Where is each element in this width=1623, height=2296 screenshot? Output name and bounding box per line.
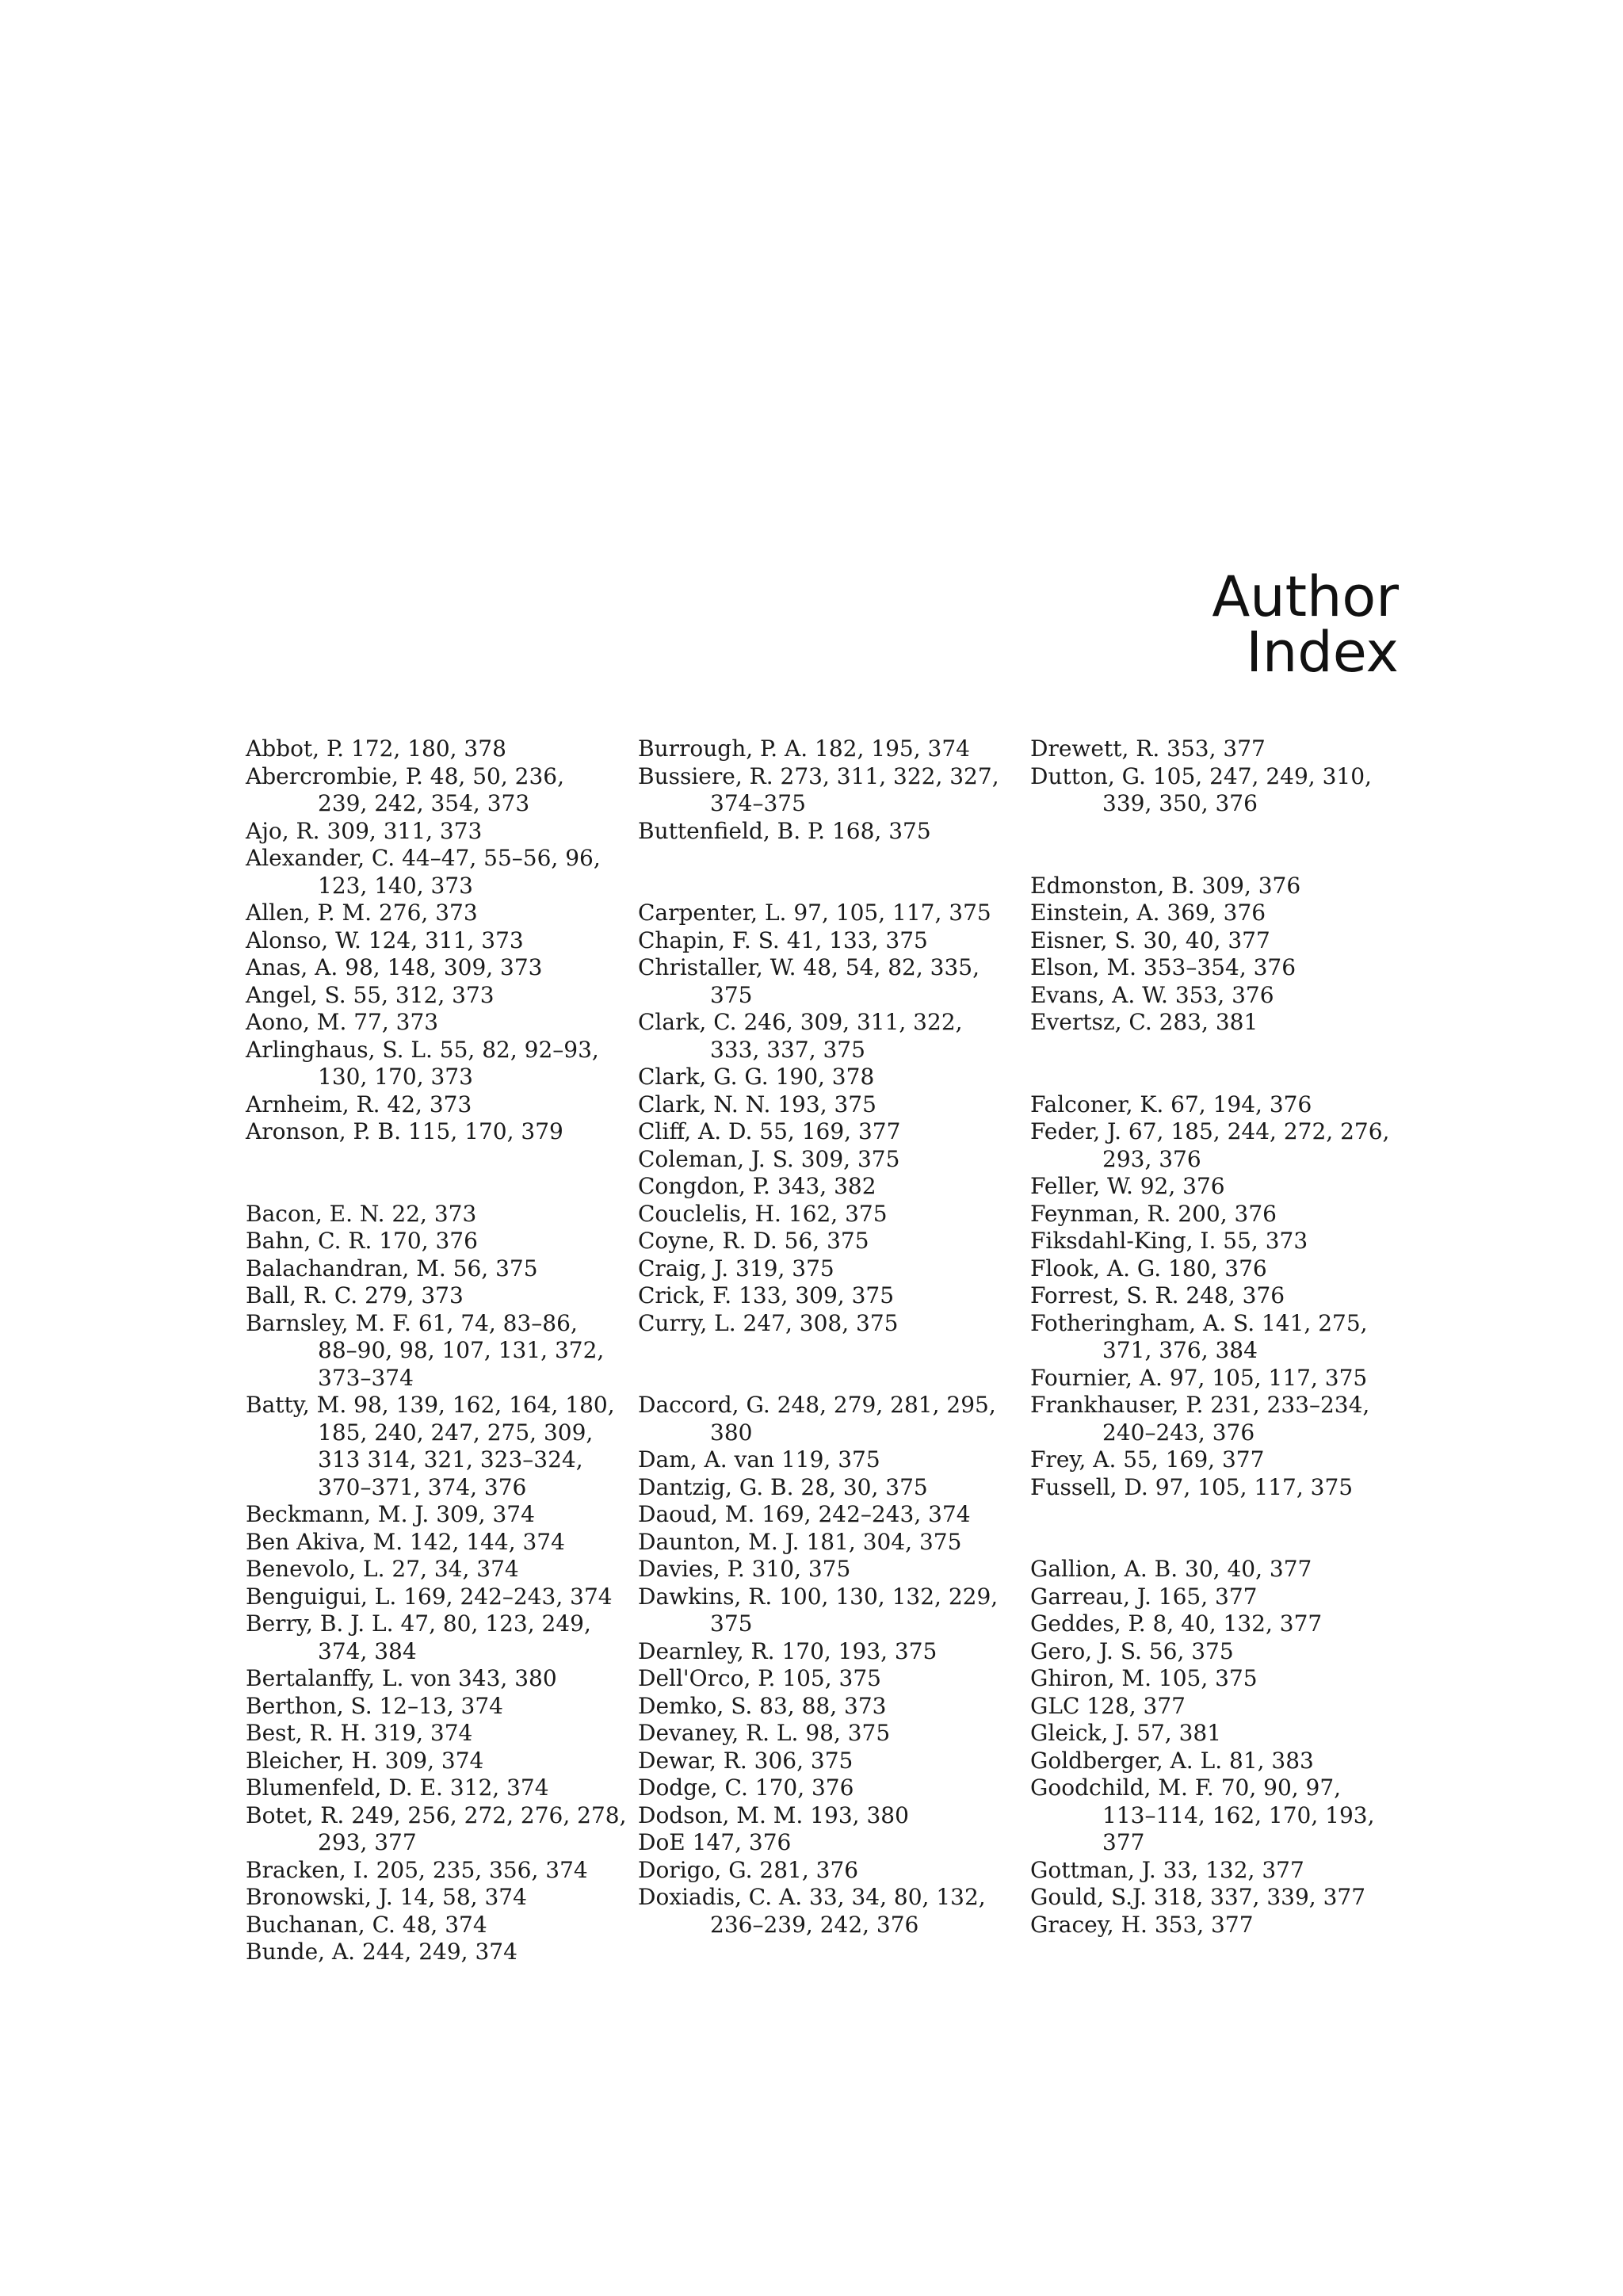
index-entry xyxy=(246,1091,618,1119)
index-entry-text: Demko, S. 83, 88, 373 xyxy=(638,1692,887,1719)
index-entry-text: Bronowski, J. 14, 58, 374 xyxy=(246,1884,527,1910)
index-entry xyxy=(246,1310,618,1392)
index-entry xyxy=(1030,1009,1403,1037)
index-entry-text: Geddes, P. 8, 40, 132, 377 xyxy=(1030,1610,1323,1637)
index-entry-continuation: 374–375 xyxy=(710,790,806,816)
index-entry-text: Bunde, A. 244, 249, 374 xyxy=(246,1939,517,1965)
index-entry-text: Gallion, A. B. 30, 40, 377 xyxy=(1030,1556,1312,1582)
index-entry-text: Gero, J. S. 56, 375 xyxy=(1030,1637,1234,1664)
index-entry-text: Evans, A. W. 353, 376 xyxy=(1030,981,1274,1008)
index-entry xyxy=(1030,1446,1403,1474)
index-entry-continuation: 373–374 xyxy=(318,1364,414,1391)
index-entry-text: Cliff, A. D. 55, 169, 377 xyxy=(638,1118,901,1144)
index-entry-text: Goodchild, M. F. 70, 90, 97, xyxy=(1030,1775,1342,1801)
index-entry-continuation: 240–243, 376 xyxy=(1102,1419,1255,1446)
index-entry xyxy=(246,1801,627,1857)
index-entry xyxy=(638,1501,1010,1529)
index-entry xyxy=(638,1091,1010,1119)
index-entry-text: Balachandran, M. 56, 375 xyxy=(246,1255,538,1282)
page-title: Author Index xyxy=(1212,564,1399,685)
index-entry xyxy=(246,1610,618,1665)
index-entry xyxy=(246,845,618,900)
index-entry xyxy=(1030,735,1403,763)
index-entry-text: Bertalanffy, L. von 343, 380 xyxy=(246,1665,557,1691)
index-entry-text: Aronson, P. B. 115, 170, 379 xyxy=(246,1118,563,1144)
index-entry-text: Fournier, A. 97, 105, 117, 375 xyxy=(1030,1364,1368,1391)
index-entry xyxy=(246,1118,618,1146)
index-entry xyxy=(246,1392,618,1501)
index-entry xyxy=(246,1584,618,1611)
index-entry xyxy=(246,1556,618,1584)
index-entry xyxy=(638,1720,1010,1748)
index-entry-text: Crick, F. 133, 309, 375 xyxy=(638,1282,895,1308)
index-entry-text: Dorigo, G. 281, 376 xyxy=(638,1856,859,1883)
index-entry-text: Beckmann, M. J. 309, 374 xyxy=(246,1501,535,1527)
index-entry xyxy=(1030,1584,1403,1611)
index-entry-continuation: 371, 376, 384 xyxy=(1102,1337,1258,1363)
index-entry-text: Bacon, E. N. 22, 373 xyxy=(246,1200,477,1227)
index-entry-text: Edmonston, B. 309, 376 xyxy=(1030,872,1301,899)
index-entry-text: Aono, M. 77, 373 xyxy=(246,1009,439,1035)
index-entry-text: Chapin, F. S. 41, 133, 375 xyxy=(638,926,928,953)
index-entry-continuation: 339, 350, 376 xyxy=(1102,790,1258,816)
index-entry-text: Alonso, W. 124, 311, 373 xyxy=(246,926,524,953)
index-entry-text: Arlinghaus, S. L. 55, 82, 92–93, xyxy=(246,1036,599,1063)
index-entry xyxy=(1030,1638,1403,1666)
index-entry-text: Garreau, J. 165, 377 xyxy=(1030,1583,1258,1610)
index-entry-text: Eisner, S. 30, 40, 377 xyxy=(1030,926,1270,953)
index-entry-continuation: 130, 170, 373 xyxy=(318,1064,473,1090)
index-entry xyxy=(1030,1282,1403,1310)
index-entry-text: Ball, R. C. 279, 373 xyxy=(246,1282,464,1308)
index-entry-text: Dutton, G. 105, 247, 249, 310, xyxy=(1030,762,1372,789)
index-entry-text: Devaney, R. L. 98, 375 xyxy=(638,1720,891,1746)
index-entry xyxy=(1030,1365,1403,1392)
index-entry-text: Benguigui, L. 169, 242–243, 374 xyxy=(246,1583,613,1610)
index-entry-text: Elson, M. 353–354, 376 xyxy=(1030,954,1296,980)
index-entry-text: Dearnley, R. 170, 193, 375 xyxy=(638,1637,938,1664)
index-entry xyxy=(638,1009,1010,1064)
index-entry xyxy=(246,1884,618,1912)
index-entry-text: Christaller, W. 48, 54, 82, 335, xyxy=(638,954,980,980)
index-entry-text: Fussell, D. 97, 105, 117, 375 xyxy=(1030,1473,1354,1500)
index-entry xyxy=(1030,1392,1403,1446)
index-entry xyxy=(1030,1228,1403,1255)
index-entry-continuation: 293, 377 xyxy=(318,1829,417,1855)
index-column-3 xyxy=(1030,735,1403,1939)
index-entry xyxy=(638,1228,1010,1255)
index-entry xyxy=(246,1665,618,1693)
index-column-1 xyxy=(246,735,627,1966)
index-entry xyxy=(638,1857,1010,1885)
index-entry-text: Carpenter, L. 97, 105, 117, 375 xyxy=(638,900,991,926)
index-entry-text: Abercrombie, P. 48, 50, 236, xyxy=(246,762,564,789)
index-entry-text: Doxiadis, C. A. 33, 34, 80, 132, xyxy=(638,1884,986,1910)
index-entry-text: Bahn, C. R. 170, 376 xyxy=(246,1228,478,1254)
index-entry-text: Buchanan, C. 48, 374 xyxy=(246,1911,487,1938)
index-entry-text: Berthon, S. 12–13, 374 xyxy=(246,1692,503,1719)
index-entry xyxy=(1030,1201,1403,1228)
index-entry-text: Forrest, S. R. 248, 376 xyxy=(1030,1282,1285,1308)
index-entry-text: Dodson, M. M. 193, 380 xyxy=(638,1801,909,1828)
index-entry xyxy=(638,735,1010,763)
index-entry-continuation: 374, 384 xyxy=(318,1637,417,1664)
index-entry-text: Bracken, I. 205, 235, 356, 374 xyxy=(246,1856,588,1883)
index-entry-text: Bussiere, R. 273, 311, 322, 327, xyxy=(638,762,999,789)
index-entry-text: Angel, S. 55, 312, 373 xyxy=(246,981,495,1008)
index-entry-text: Anas, A. 98, 148, 309, 373 xyxy=(246,954,543,980)
index-entry xyxy=(638,1201,1010,1228)
index-entry-text: Dawkins, R. 100, 130, 132, 229, xyxy=(638,1583,999,1610)
index-entry-text: Abbot, P. 172, 180, 378 xyxy=(246,735,506,762)
index-entry xyxy=(246,1693,618,1721)
index-entry xyxy=(638,1584,1010,1638)
index-entry xyxy=(638,1775,1010,1802)
index-entry xyxy=(1030,1857,1403,1885)
index-entry xyxy=(1030,1665,1403,1693)
index-entry xyxy=(638,1829,1010,1857)
index-entry-text: Berry, B. J. L. 47, 80, 123, 249, xyxy=(246,1610,591,1637)
index-entry-text: Best, R. H. 319, 374 xyxy=(246,1720,473,1746)
index-entry-continuation: 313 314, 321, 323–324, xyxy=(318,1446,583,1473)
index-entry-text: Gottman, J. 33, 132, 377 xyxy=(1030,1856,1304,1883)
index-entry xyxy=(1030,1474,1403,1502)
index-entry-text: Bleicher, H. 309, 374 xyxy=(246,1747,484,1774)
index-entry xyxy=(1030,900,1403,927)
index-entry xyxy=(246,1009,618,1037)
index-entry xyxy=(246,1720,618,1748)
index-entry-text: Falconer, K. 67, 194, 376 xyxy=(1030,1091,1312,1117)
index-entry-text: Gracey, H. 353, 377 xyxy=(1030,1911,1254,1938)
index-entry-continuation: 380 xyxy=(710,1419,753,1446)
index-entry-text: Gleick, J. 57, 381 xyxy=(1030,1720,1222,1746)
index-entry xyxy=(638,1118,1010,1146)
index-entry-continuation: 375 xyxy=(710,1610,753,1637)
index-entry-text: Evertsz, C. 283, 381 xyxy=(1030,1009,1258,1035)
index-entry-text: Barnsley, M. F. 61, 74, 83–86, xyxy=(246,1309,578,1336)
index-entry xyxy=(246,1912,618,1939)
index-entry xyxy=(1030,1748,1403,1775)
index-entry-text: Botet, R. 249, 256, 272, 276, 278, xyxy=(246,1801,627,1828)
index-entry xyxy=(638,1474,1010,1502)
index-entry xyxy=(246,1857,618,1885)
index-entry-text: DoE 147, 376 xyxy=(638,1829,792,1855)
index-entry xyxy=(246,735,618,763)
index-entry-text: Alexander, C. 44–47, 55–56, 96, xyxy=(246,845,601,871)
index-entry xyxy=(1030,1118,1403,1173)
index-entry xyxy=(1030,1912,1403,1939)
index-entry xyxy=(1030,1775,1403,1857)
index-entry xyxy=(638,1638,1010,1666)
index-entry xyxy=(1030,1610,1403,1638)
index-entry xyxy=(1030,873,1403,900)
index-entry xyxy=(638,1282,1010,1310)
index-column-2 xyxy=(638,735,1010,1939)
index-entry-text: Frankhauser, P. 231, 233–234, xyxy=(1030,1392,1370,1418)
index-entry-continuation: 185, 240, 247, 275, 309, xyxy=(318,1419,594,1446)
index-entry xyxy=(1030,1310,1403,1365)
index-entry xyxy=(246,1255,618,1283)
index-entry-text: Dodge, C. 170, 376 xyxy=(638,1775,854,1801)
index-entry xyxy=(638,1802,1010,1830)
index-entry-text: Fiksdahl-King, I. 55, 373 xyxy=(1030,1228,1308,1254)
index-entry xyxy=(1030,1693,1403,1721)
index-entry xyxy=(1030,1091,1403,1119)
index-entry xyxy=(638,1064,1010,1091)
index-entry-text: Curry, L. 247, 308, 375 xyxy=(638,1309,899,1336)
index-entry-continuation: 293, 376 xyxy=(1102,1145,1201,1172)
index-entry-text: Goldberger, A. L. 81, 383 xyxy=(1030,1747,1314,1774)
index-entry xyxy=(638,763,1010,818)
index-entry-text: Arnheim, R. 42, 373 xyxy=(246,1091,472,1117)
index-entry-text: Coleman, J. S. 309, 375 xyxy=(638,1145,900,1172)
index-entry-text: Feder, J. 67, 185, 244, 272, 276, xyxy=(1030,1118,1390,1144)
index-entry-text: Gould, S.J. 318, 337, 339, 377 xyxy=(1030,1884,1366,1910)
index-entry xyxy=(1030,954,1403,982)
index-entry xyxy=(246,763,618,818)
index-entry xyxy=(1030,1173,1403,1201)
index-entry xyxy=(1030,1884,1403,1912)
index-entry xyxy=(638,954,1010,1009)
index-entry-continuation: 375 xyxy=(710,981,753,1008)
index-entry-continuation: 113–114, 162, 170, 193, xyxy=(1102,1801,1375,1828)
index-entry xyxy=(1030,1556,1403,1584)
index-entry-continuation: 236–239, 242, 376 xyxy=(710,1911,919,1938)
index-entry xyxy=(246,1939,618,1966)
index-entry-text: Buttenfield, B. P. 168, 375 xyxy=(638,817,931,844)
index-entry xyxy=(638,1446,1010,1474)
index-entry-text: Daunton, M. J. 181, 304, 375 xyxy=(638,1528,962,1555)
index-entry xyxy=(246,982,618,1010)
index-entry-text: Feynman, R. 200, 376 xyxy=(1030,1200,1277,1227)
index-entry-continuation: 88–90, 98, 107, 131, 372, xyxy=(318,1337,605,1363)
index-entry xyxy=(1030,982,1403,1010)
index-entry xyxy=(1030,763,1403,818)
index-entry-text: Congdon, P. 343, 382 xyxy=(638,1173,876,1199)
index-entry xyxy=(638,1146,1010,1174)
index-entry-text: Coyne, R. D. 56, 375 xyxy=(638,1228,869,1254)
index-entry-continuation: 370–371, 374, 376 xyxy=(318,1473,527,1500)
index-entry-continuation: 333, 337, 375 xyxy=(710,1036,865,1063)
index-entry-text: Daccord, G. 248, 279, 281, 295, xyxy=(638,1392,996,1418)
index-entry xyxy=(1030,1255,1403,1283)
index-entry-text: Flook, A. G. 180, 376 xyxy=(1030,1255,1267,1282)
index-entry xyxy=(638,818,1010,846)
index-entry xyxy=(638,1693,1010,1721)
index-entry-text: Dantzig, G. B. 28, 30, 375 xyxy=(638,1473,928,1500)
index-entry-text: Blumenfeld, D. E. 312, 374 xyxy=(246,1775,549,1801)
index-entry-text: Dam, A. van 119, 375 xyxy=(638,1446,880,1473)
index-entry xyxy=(638,1255,1010,1283)
index-entry-continuation: 239, 242, 354, 373 xyxy=(318,790,530,816)
index-entry-text: Craig, J. 319, 375 xyxy=(638,1255,834,1282)
index-entry xyxy=(638,927,1010,955)
index-entry-text: Clark, N. N. 193, 375 xyxy=(638,1091,876,1117)
index-entry xyxy=(638,900,1010,927)
index-entry xyxy=(638,1665,1010,1693)
index-entry xyxy=(246,1501,618,1529)
index-entry xyxy=(638,1310,1010,1338)
index-entry-text: Clark, G. G. 190, 378 xyxy=(638,1064,875,1090)
index-entry-text: GLC 128, 377 xyxy=(1030,1692,1186,1719)
index-entry xyxy=(638,1529,1010,1557)
index-entry-text: Dewar, R. 306, 375 xyxy=(638,1747,854,1774)
index-entry xyxy=(1030,927,1403,955)
index-entry-text: Burrough, P. A. 182, 195, 374 xyxy=(638,735,970,762)
index-entry xyxy=(638,1748,1010,1775)
index-entry-text: Dell'Orco, P. 105, 375 xyxy=(638,1665,881,1691)
index-entry xyxy=(1030,1720,1403,1748)
index-entry-text: Daoud, M. 169, 242–243, 374 xyxy=(638,1501,971,1527)
index-entry-text: Ghiron, M. 105, 375 xyxy=(1030,1665,1258,1691)
index-entry-text: Einstein, A. 369, 376 xyxy=(1030,900,1266,926)
index-entry xyxy=(638,1173,1010,1201)
index-entry xyxy=(638,1884,1010,1939)
index-entry-continuation: 377 xyxy=(1102,1829,1145,1855)
index-entry-continuation: 123, 140, 373 xyxy=(318,872,473,899)
index-entry xyxy=(638,1556,1010,1584)
index-entry-text: Ajo, R. 309, 311, 373 xyxy=(246,817,483,844)
index-entry-text: Clark, C. 246, 309, 311, 322, xyxy=(638,1009,963,1035)
index-entry xyxy=(246,1201,618,1228)
index-entry-text: Allen, P. M. 276, 373 xyxy=(246,900,478,926)
index-entry-text: Feller, W. 92, 376 xyxy=(1030,1173,1225,1199)
index-entry xyxy=(246,1228,618,1255)
index-entry xyxy=(246,1775,618,1802)
index-entry-text: Drewett, R. 353, 377 xyxy=(1030,735,1266,762)
index-entry-text: Batty, M. 98, 139, 162, 164, 180, xyxy=(246,1392,615,1418)
index-entry xyxy=(246,954,618,982)
index-entry xyxy=(246,1037,618,1091)
index-entry-text: Benevolo, L. 27, 34, 374 xyxy=(246,1556,519,1582)
index-entry xyxy=(246,900,618,927)
index-entry xyxy=(246,927,618,955)
index-entry-text: Ben Akiva, M. 142, 144, 374 xyxy=(246,1528,565,1555)
index-entry xyxy=(246,818,618,846)
index-entry xyxy=(246,1529,618,1557)
index-entry-text: Fotheringham, A. S. 141, 275, xyxy=(1030,1309,1368,1336)
index-entry-text: Frey, A. 55, 169, 377 xyxy=(1030,1446,1265,1473)
index-entry xyxy=(246,1282,618,1310)
index-entry xyxy=(246,1748,618,1775)
index-entry xyxy=(638,1392,1010,1446)
index-entry-text: Davies, P. 310, 375 xyxy=(638,1556,851,1582)
index-entry-text: Couclelis, H. 162, 375 xyxy=(638,1200,888,1227)
